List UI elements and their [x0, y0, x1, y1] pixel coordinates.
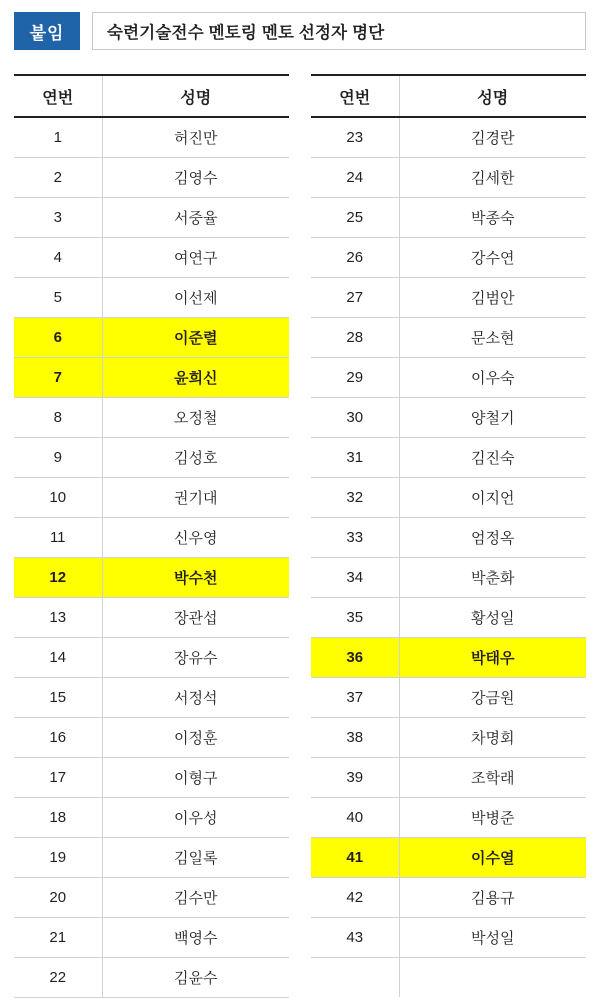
cell-name: 양철기: [399, 398, 586, 438]
cell-no: 36: [311, 638, 399, 678]
cell-name: 박병준: [399, 798, 586, 838]
table-row: [14, 318, 289, 358]
cell-name: 김영수: [102, 158, 289, 198]
roster-table-right-wrap: [311, 74, 586, 998]
table-row: [14, 798, 289, 838]
cell-no: 5: [14, 278, 102, 318]
cell-name: 문소현: [399, 318, 586, 358]
cell-no: 22: [14, 958, 102, 998]
table-row: [311, 918, 586, 958]
cell-name: 신우영: [102, 518, 289, 558]
cell-name: 서중율: [102, 198, 289, 238]
cell-no: 9: [14, 438, 102, 478]
table-row: [311, 238, 586, 278]
roster-table-left: [14, 74, 289, 998]
cell-name: 이준렬: [102, 318, 289, 358]
cell-name: 이수열: [399, 838, 586, 878]
table-row: [311, 758, 586, 798]
table-row: [14, 558, 289, 598]
table-row: [311, 358, 586, 398]
cell-no: [311, 958, 399, 998]
table-row: [311, 958, 586, 998]
table-row: [14, 117, 289, 158]
cell-name: 오정철: [102, 398, 289, 438]
cell-no: 13: [14, 598, 102, 638]
cell-no: 1: [14, 117, 102, 158]
page-title: 숙련기술전수 멘토링 멘토 선정자 명단: [92, 12, 586, 50]
table-row: [14, 678, 289, 718]
table-row: [311, 278, 586, 318]
cell-name: 강금원: [399, 678, 586, 718]
cell-no: 10: [14, 478, 102, 518]
cell-no: 28: [311, 318, 399, 358]
cell-name: 김용규: [399, 878, 586, 918]
cell-no: 15: [14, 678, 102, 718]
cell-name: 서정석: [102, 678, 289, 718]
cell-name: 조학래: [399, 758, 586, 798]
cell-name: 엄정옥: [399, 518, 586, 558]
cell-no: 41: [311, 838, 399, 878]
table-header-row: [14, 75, 289, 117]
cell-no: 20: [14, 878, 102, 918]
table-row: [14, 358, 289, 398]
cell-no: 26: [311, 238, 399, 278]
cell-name: 김윤수: [102, 958, 289, 998]
table-row: [311, 638, 586, 678]
cell-name: 이우성: [102, 798, 289, 838]
cell-no: 25: [311, 198, 399, 238]
cell-no: 29: [311, 358, 399, 398]
cell-no: 4: [14, 238, 102, 278]
cell-name: 권기대: [102, 478, 289, 518]
cell-no: 11: [14, 518, 102, 558]
cell-no: 34: [311, 558, 399, 598]
cell-no: 23: [311, 117, 399, 158]
cell-no: 24: [311, 158, 399, 198]
table-row: [311, 678, 586, 718]
table-row: [14, 598, 289, 638]
cell-no: 17: [14, 758, 102, 798]
cell-name: 윤희신: [102, 358, 289, 398]
cell-no: 7: [14, 358, 102, 398]
table-row: [311, 198, 586, 238]
cell-name: 이형구: [102, 758, 289, 798]
cell-name: 박태우: [399, 638, 586, 678]
table-row: [14, 158, 289, 198]
table-row: [311, 718, 586, 758]
cell-no: 27: [311, 278, 399, 318]
cell-no: 40: [311, 798, 399, 838]
cell-no: 19: [14, 838, 102, 878]
cell-name: 김일록: [102, 838, 289, 878]
cell-name: 박성일: [399, 918, 586, 958]
table-row: [14, 958, 289, 998]
cell-name: 이정훈: [102, 718, 289, 758]
cell-no: 39: [311, 758, 399, 798]
cell-name: 장관섭: [102, 598, 289, 638]
roster-table-right: [311, 74, 586, 998]
column-header-name: 성명: [102, 75, 289, 117]
cell-no: 33: [311, 518, 399, 558]
cell-name: 허진만: [102, 117, 289, 158]
table-row: [14, 878, 289, 918]
cell-no: 8: [14, 398, 102, 438]
cell-name: 김성호: [102, 438, 289, 478]
table-header-row: [311, 75, 586, 117]
cell-no: 37: [311, 678, 399, 718]
cell-no: 2: [14, 158, 102, 198]
roster-left-body: [14, 117, 289, 998]
table-row: [311, 518, 586, 558]
table-row: [14, 478, 289, 518]
cell-name: 장유수: [102, 638, 289, 678]
cell-no: 16: [14, 718, 102, 758]
column-header-no: 연번: [14, 75, 102, 117]
cell-name: 김경란: [399, 117, 586, 158]
cell-no: 35: [311, 598, 399, 638]
table-row: [311, 318, 586, 358]
cell-no: 32: [311, 478, 399, 518]
table-row: [311, 158, 586, 198]
cell-no: 14: [14, 638, 102, 678]
cell-no: 3: [14, 198, 102, 238]
table-row: [14, 278, 289, 318]
table-row: [14, 398, 289, 438]
table-row: [14, 438, 289, 478]
table-row: [311, 438, 586, 478]
cell-no: 31: [311, 438, 399, 478]
table-row: [311, 117, 586, 158]
cell-name: 황성일: [399, 598, 586, 638]
cell-name: 이선제: [102, 278, 289, 318]
cell-no: 30: [311, 398, 399, 438]
attachment-badge: 붙임: [14, 12, 80, 50]
cell-name: 김진숙: [399, 438, 586, 478]
table-row: [14, 758, 289, 798]
table-row: [14, 918, 289, 958]
cell-no: 6: [14, 318, 102, 358]
cell-name: 김수만: [102, 878, 289, 918]
cell-name: 박춘화: [399, 558, 586, 598]
roster-table-left-wrap: [14, 74, 289, 998]
cell-name: 강수연: [399, 238, 586, 278]
table-row: [311, 798, 586, 838]
cell-no: 21: [14, 918, 102, 958]
table-row: [14, 838, 289, 878]
roster-right-body: [311, 117, 586, 998]
cell-name: [399, 958, 586, 998]
cell-no: 38: [311, 718, 399, 758]
cell-name: 여연구: [102, 238, 289, 278]
cell-name: 이우숙: [399, 358, 586, 398]
table-row: [311, 838, 586, 878]
cell-name: 박수천: [102, 558, 289, 598]
cell-no: 42: [311, 878, 399, 918]
cell-name: 박종숙: [399, 198, 586, 238]
column-header-name: 성명: [399, 75, 586, 117]
table-row: [14, 198, 289, 238]
table-row: [14, 718, 289, 758]
table-row: [311, 558, 586, 598]
cell-name: 김세한: [399, 158, 586, 198]
table-row: [14, 518, 289, 558]
table-row: [14, 638, 289, 678]
table-row: [14, 238, 289, 278]
cell-name: 김범안: [399, 278, 586, 318]
cell-no: 12: [14, 558, 102, 598]
table-row: [311, 478, 586, 518]
cell-name: 이지언: [399, 478, 586, 518]
cell-name: 백영수: [102, 918, 289, 958]
column-header-no: 연번: [311, 75, 399, 117]
table-row: [311, 878, 586, 918]
document-header: [14, 12, 586, 58]
table-row: [311, 598, 586, 638]
cell-no: 18: [14, 798, 102, 838]
cell-name: 차명회: [399, 718, 586, 758]
roster-tables: [14, 74, 586, 998]
table-row: [311, 398, 586, 438]
cell-no: 43: [311, 918, 399, 958]
